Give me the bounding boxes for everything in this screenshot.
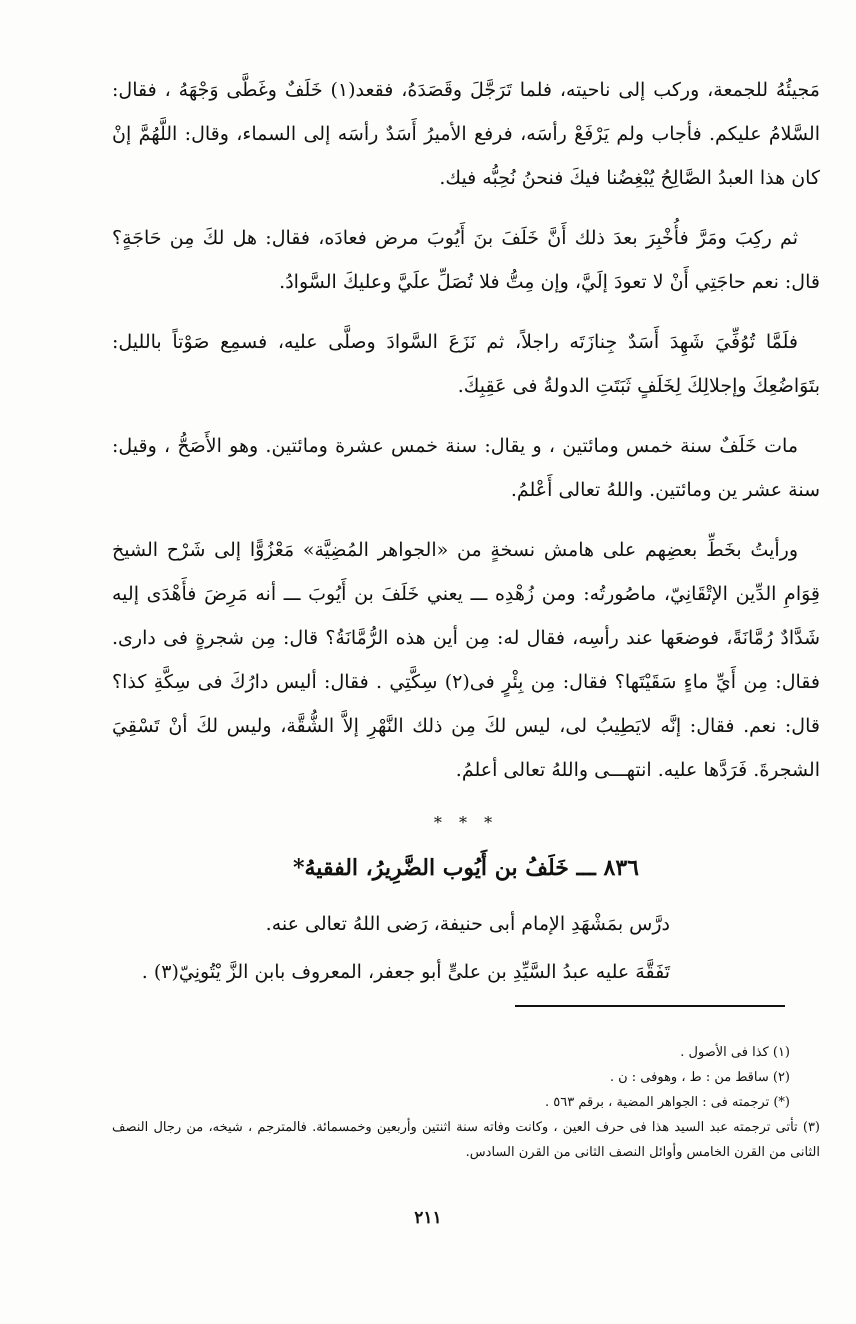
paragraph-3: فلَمَّا تُوُفِّيَ شَهِدَ أَسَدٌ جِنازَتَه راجلاً، ثم نَزَعَ السَّوادَ وصلَّى عليه، فسمِع صَوْتاً بالليل: بتَوَاضُعِكَ وإجلالِكَ لِخَلَفٍ ثَبَتَتِ الدولةُ فى عَقِبِكَ. — [112, 331, 820, 397]
page-number: ٢١١ — [414, 1208, 442, 1228]
paragraph-1: مَجيئُهُ للجمعة، وركب إلى ناحيته، فلما تَرَجَّلَ وقَصَدَهُ، فقعد(١) خَلَفٌ وغَطَّى وَجْهَهُ ، فقال: السَّلامُ عليكم. فأجاب ولم يَرْفَعْ رأسَه، فرفع الأميرُ أَسَدٌ رأسَه إلى السماء، وقال: اللَّهُمَّ إنْ كان هذا العبدُ الصَّالِحُ يُبْغِضُنا فيكَ فنحنُ نُحِبُّه فيك. — [112, 79, 820, 189]
footnote-rule — [515, 1005, 785, 1007]
footnotes — [112, 1040, 820, 1165]
paragraph-5: ورأيتُ بخَطِّ بعضِهم على هامش نسخةٍ من «الجواهر المُضِيَّة» مَعْزُوًّا إلى شَرْح الشيخ قِوَامِ الدِّين الإتْقَانِيّ، ماصُورتُه: ومن زُهْدِه ـــ يعني خَلَفَ بن أَيُوبَ ـــ أنه مَرِضَ فأَهْدَى إليه شَدَّادٌ رُمَّانَةً، فوضعَها عند رأسِه، فقال له: مِن أين هذه الرُّمَّانَةُ؟ قال: مِن شجرةٍ فى دارى. فقال: مِن أَيِّ ماءٍ سَقَيْتَها؟ فقال: مِن بِئْرٍ فى(٢) سِكَّتِي . فقال: أليس دارُكَ فى سِكَّةِ كذا؟ قال: نعم. فقال: إنَّه لايَطِيبُ لى، ليس لكَ مِن ذلك النَّهْرِ إلاَّ الشُّقَّة، وليس لكَ أنْ تَسْقِيَ الشجرةَ. فَرَدَّها عليه. انتهـــى واللهُ تعالى أعلمُ. — [112, 539, 820, 781]
footnote-1: (١) كذا فى الأصول . — [680, 1045, 790, 1060]
entry-heading: ٨٣٦ ـــ خَلَفُ بن أَيُوب الضَّرِيرُ، الفقيهُ* — [293, 855, 639, 881]
footnote-3: (٣) تأتى ترجمته عبد السيد هذا فى حرف العين ، وكانت وفاته سنة اثنتين وأربعين وخمسمائة. فالمترجم ، شيخه، من رجال النصف الثانى من القرن الخامس وأوائل النصف الثانى من القرن السادس. — [112, 1120, 820, 1160]
main-text — [112, 68, 820, 998]
paragraph-4: مات خَلَفٌ سنة خمس ومائتين ، و يقال: سنة خمس عشرة ومائتين. وهو الأَصَحُّ ، وقيل: سنة عشر ين ومائتين. واللهُ تعالى أَعْلمُ. — [112, 435, 820, 501]
footnote-2: (٢) ساقط من : ط ، وهوفى : ن . — [609, 1070, 790, 1085]
entry-line-1: درَّس بمَشْهَدِ الإمام أبى حنيفة، رَضى اللهُ تعالى عنه. — [265, 913, 670, 935]
section-separator: * * * — [433, 813, 499, 832]
footnote-star: (*) ترجمته فى : الجواهر المضية ، برقم ٥٦٣ . — [544, 1095, 790, 1110]
entry-line-2: تَفَقَّهَ عليه عبدُ السَّيِّدِ بن علىٍّ أبو جعفر، المعروف بابن الزَّ يْتُونِيّ(٣) . — [141, 961, 670, 983]
paragraph-2: ثم ركِبَ ومَرَّ فأُخْبِرَ بعدَ ذلك أَنَّ خَلَفَ بنَ أَيُوبَ مرض فعادَه، فقال: هل لكَ مِن حَاجَةٍ؟ قال: نعم حاجَتِي أَنْ لا تعودَ إلَيَّ، وإن مِتُّ فلا تُصَلِّ علَيَّ وعليكَ السَّوادُ. — [112, 227, 820, 293]
